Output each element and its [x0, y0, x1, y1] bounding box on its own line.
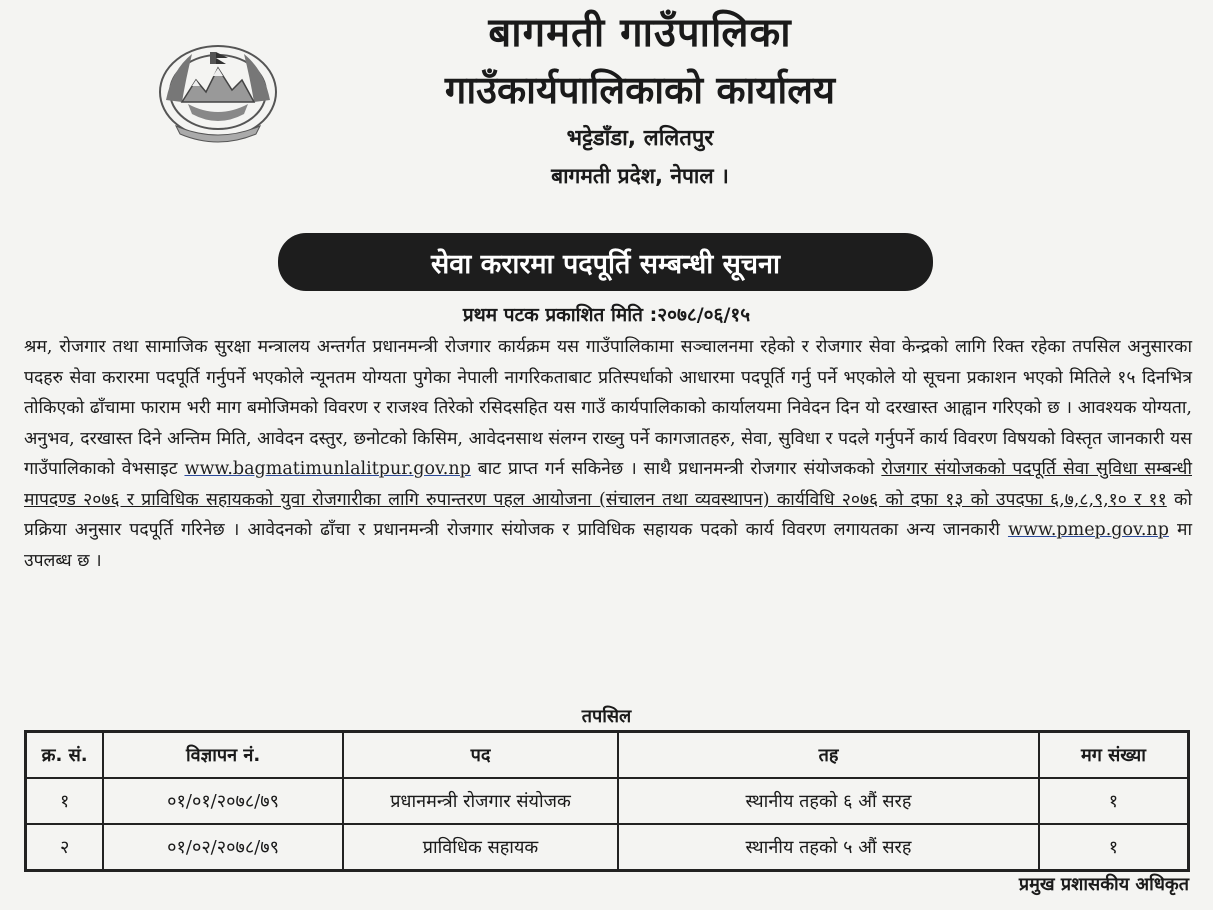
office-name: गाउँकार्यपालिकाको कार्यालय: [444, 68, 836, 112]
cell-sn: १: [26, 778, 104, 824]
cell-level: स्थानीय तहको ६ औं सरह: [618, 778, 1039, 824]
body-underlined-reference: रोजगार संयोजकको पदपूर्ति सेवा सुविधा सम्बन्धी मापदण्ड २०७६ र प्राविधिक सहायकको युवा रोजगारीका लागि रुपान्तरण पहल आयोजना (संचालन तथा व्यवस्थापन) कार्यविधि २०७६ को दफा १३ को उपदफा ६,७,८,९,१० र ११: [24, 459, 1192, 510]
body-part-2: बाट प्राप्त गर्न सकिनेछ । साथै प्रधानमन्त्री रोजगार संयोजकको: [470, 459, 882, 479]
header-ad-no: विज्ञापन नं.: [103, 732, 343, 779]
body-part-1: श्रम, रोजगार तथा सामाजिक सुरक्षा मन्त्रालय अन्तर्गत प्रधानमन्त्री रोजगार कार्यक्रम यस गाउँपालिकामा सञ्चालनमा रहेको र रोजगार सेवा केन्द्रको लागि रिक्त रहेका तपसिल अनुसारका पदहरु सेवा करारमा पदपूर्ति गर्नुपर्ने भएकोले न्यूनतम योग्यता पुगेका नेपाली नागरिकताबाट प्रतिस्पर्धाको आधारमा पदपूर्ति गर्नु पर्ने भएकोले यो सूचना प्रकाशन भएको मितिले १५ दिनभित्र तोकिएको ढाँचामा फाराम भरी माग बमोजिमको विवरण र राजश्व तिरेको रसिदसहित यस गाउँ कार्यपालिकाको कार्यालयमा निवेदन दिन यो दरखास्त आह्वान गरिएको छ । आवश्यक योग्यता, अनुभव, दरखास्त दिने अन्तिम मिति, आवेदन दस्तुर, छनोटको किसिम, आवेदनसाथ संलग्न राख्नु पर्ने कागजातहरु, सेवा, सुविधा र पदले गर्नुपर्ने कार्य विवरण विषयको विस्तृत जानकारी यस गाउँपालिकाको वेभसाइट: [24, 337, 1192, 479]
notice-body: [24, 332, 1192, 576]
pmep-link[interactable]: www.pmep.gov.np: [1007, 520, 1169, 540]
table-header-row: [26, 732, 1189, 779]
address-line-2: बागमती प्रदेश, नेपाल ।: [551, 164, 729, 188]
signature-title: प्रमुख प्रशासकीय अधिकृत: [1018, 874, 1189, 895]
body-part-4: मा उपलब्ध छ ।: [24, 520, 1192, 571]
table-row: [26, 778, 1189, 824]
cell-count: १: [1039, 778, 1189, 824]
cell-level: स्थानीय तहको ५ औं सरह: [618, 824, 1039, 871]
header-level: तह: [618, 732, 1039, 779]
notice-title: सेवा करारमा पदपूर्ति सम्बन्धी सूचना: [430, 248, 781, 280]
header-post: पद: [343, 732, 618, 779]
cell-post: प्राविधिक सहायक: [343, 824, 618, 871]
publish-date: प्रथम पटक प्रकाशित मिति :२०७८/०६/१५: [462, 304, 751, 326]
org-name: बागमती गाउँपालिका: [488, 10, 792, 56]
cell-ad-no: ०१/०१/२०७८/७९: [103, 778, 343, 824]
cell-sn: २: [26, 824, 104, 871]
header: [290, 8, 990, 192]
table-row: [26, 824, 1189, 871]
body-part-3: को प्रक्रिया अनुसार पदपूर्ति गरिनेछ । आवेदनको ढाँचा र प्रधानमन्त्री रोजगार संयोजक र प्राविधिक सहायक पदको कार्य विवरण लगायतका अन्य जानकारी: [24, 489, 1192, 540]
cell-ad-no: ०१/०२/२०७८/७९: [103, 824, 343, 871]
website-link[interactable]: www.bagmatimunlalitpur.gov.np: [184, 459, 471, 479]
schedule-title: तपसिल: [581, 706, 632, 727]
header-sn: क्र. सं.: [26, 732, 104, 779]
cell-count: १: [1039, 824, 1189, 871]
government-emblem-icon: [152, 40, 284, 152]
notice-title-banner: [278, 233, 933, 291]
vacancy-table: [24, 730, 1190, 872]
header-count: मग संख्या: [1039, 732, 1189, 779]
cell-post: प्रधानमन्त्री रोजगार संयोजक: [343, 778, 618, 824]
address-line-1: भट्टेडाँडा, ललितपुर: [566, 126, 714, 151]
